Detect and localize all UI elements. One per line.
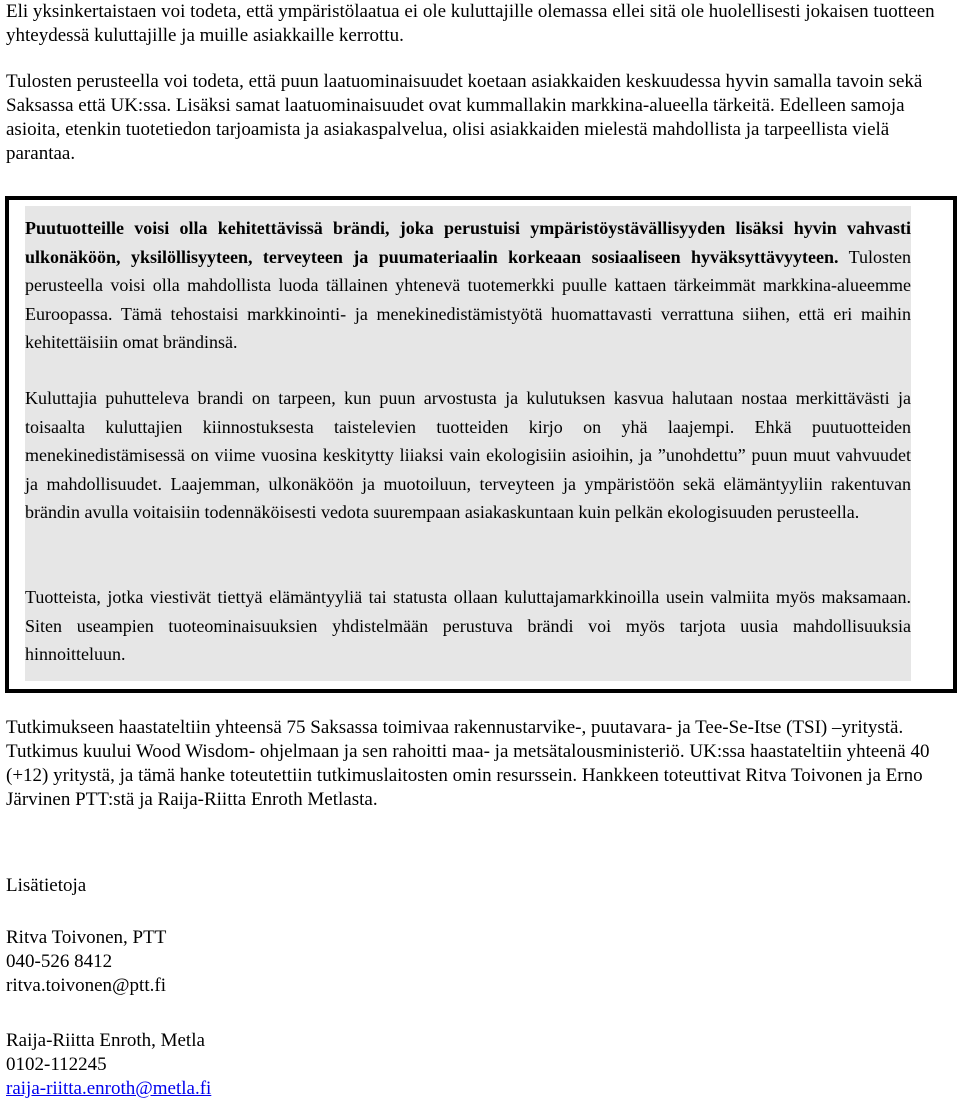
contact-email-link[interactable]: raija-riitta.enroth@metla.fi xyxy=(6,1078,212,1099)
contact-card xyxy=(6,1029,606,1101)
intro-paragraph-2: Tulosten perusteella voi todeta, että puun laatuominaisuudet koetaan asiakkaiden keskuudessa hyvin samalla tavoin sekä Saksassa että UK:ssa. Lisäksi samat laatuominaisuudet ovat kummallakin markkina-alueella tärkeitä. Edelleen samoja asioita, etenkin tuotetiedon tarjoamista ja asiakaspalvelua, olisi asiakkaiden mielestä mahdollista ja tarpeellista vielä parantaa. xyxy=(6,71,923,164)
contact-email: ritva.toivonen@ptt.fi xyxy=(6,975,166,996)
box-paragraph-3: Tuotteista, jotka viestivät tiettyä elämäntyyliä tai statusta ollaan kuluttajamarkkinoilla usein valmiita myös maksamaan. Siten useampien tuoteominaisuuksien yhdistelmään perustuva brändi voi myös tarjota uusia mahdollisuuksia hinnoitteluun. xyxy=(25,587,911,664)
intro-paragraph-1: Eli yksinkertaistaen voi todeta, että ympäristölaatua ei ole kuluttajille olemassa ellei sitä ole huolellisesti jokaisen tuotteen yhteydessä kuluttajille ja muille asiakkaille kerrottu. xyxy=(6,1,935,46)
contact-card xyxy=(6,926,606,998)
box-paragraph-1 xyxy=(25,214,911,357)
contact-phone: 0102-112245 xyxy=(6,1054,107,1075)
contact-phone: 040-526 8412 xyxy=(6,951,113,972)
study-paragraph: Tutkimukseen haastateltiin yhteensä 75 Saksassa toimivaa rakennustarvike-, puutavara- ja Tee-Se-Itse (TSI) –yritystä. Tutkimus kuului Wood Wisdom- ohjelmaan ja sen rahoitti maa- ja metsätalousministeriö. UK:ssa haastateltiin yhteenä 40 (+12) yritystä, ja tämä hanke toteutettiin tutkimuslaitosten omin resurssein. Hankkeen toteuttivat Ritva Toivonen ja Erno Järvinen PTT:stä ja Raija-Riitta Enroth Metlasta. xyxy=(6,717,930,810)
box-paragraph-1-rest: Tulosten perusteella voisi olla mahdollista luoda tällainen yhtenevä tuotemerkki puulle kattaen tärkeimmät markkina-alueemme Euroopassa. Tämä tehostaisi markkinointi- ja menekinedistämistyötä huomattavasti verrattuna siihen, että eri maihin kehitettäisiin omat brändinsä. xyxy=(25,246,911,352)
info-heading: Lisätietoja xyxy=(6,875,87,896)
box-paragraph-1-bold: Puutuotteille voisi olla kehitettävissä brändi, joka perustuisi ympäristöystävällisyyden lisäksi hyvin vahvasti ulkonäköön, yksilöllisyyteen, terveyteen ja puumateriaalin korkeaan sosiaaliseen hyväksyttävyyteen. xyxy=(25,218,911,267)
highlight-box xyxy=(5,196,957,693)
contact-name: Ritva Toivonen, PTT xyxy=(6,927,167,948)
contact-name: Raija-Riitta Enroth, Metla xyxy=(6,1030,205,1051)
box-paragraph-2: Kuluttajia puhutteleva brandi on tarpeen, kun puun arvostusta ja kulutuksen kasvua halutaan nostaa merkittävästi ja toisaalta kuluttajien kiinnostuksesta taistelevien tuotteiden kirjo on yhä laajempi. Ehkä puutuotteiden menekinedistämisessä on viime vuosina keskitytty liiaksi vain ekologisiin asioihin, ja ”unohdettu” puun muut vahvuudet ja mahdollisuudet. Laajemman, ulkonäköön ja muotoiluun, terveyteen ja ympäristöön sekä elämäntyyliin rakentuvan brändin avulla voitaisiin todennäköisesti vedota suurempaan asiakaskuntaan kuin pelkän ekologisuuden perusteella. xyxy=(25,388,911,522)
highlight-box-shading xyxy=(25,206,911,681)
